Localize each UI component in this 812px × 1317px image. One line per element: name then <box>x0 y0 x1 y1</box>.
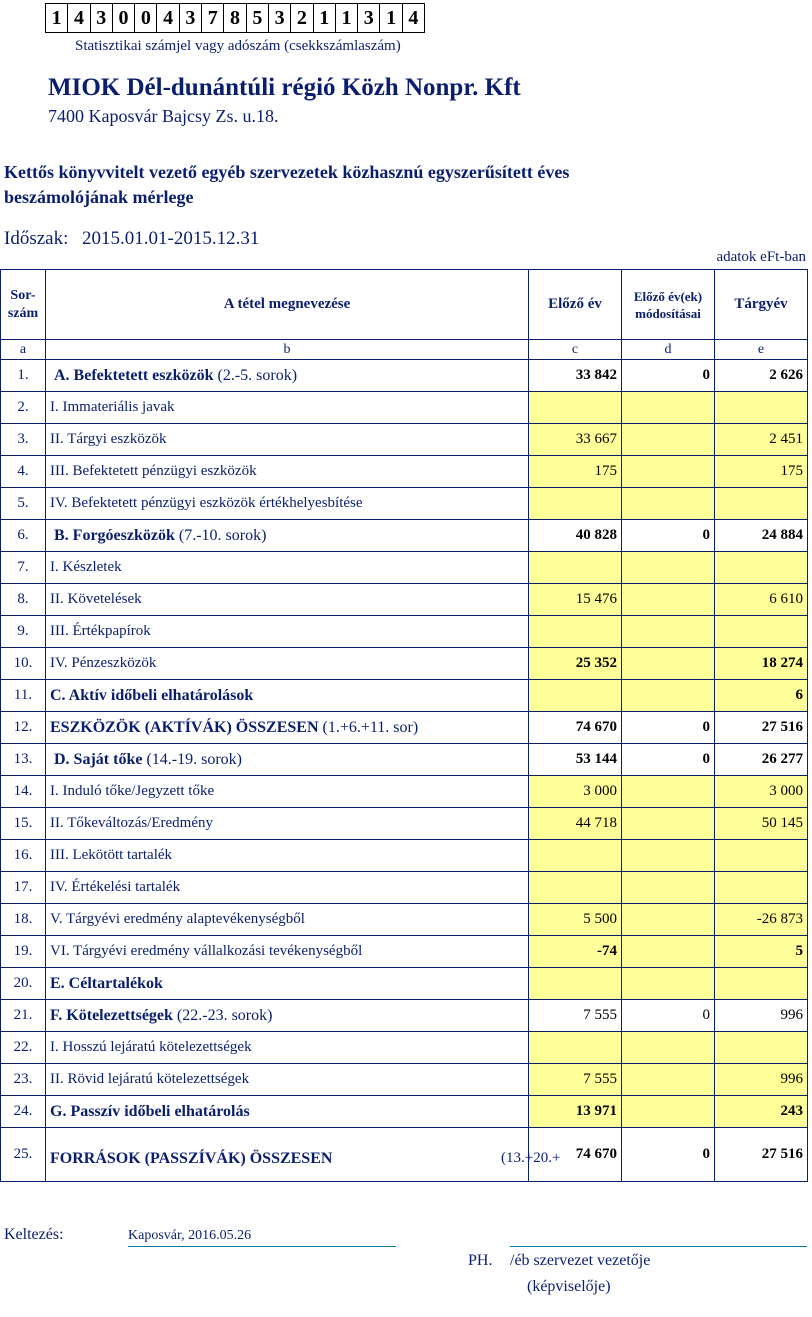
row-label-cell <box>46 1064 529 1096</box>
previous-year-modification-value: 0 <box>622 360 715 392</box>
table-row <box>1 680 808 712</box>
row-label: II. Követelések <box>50 591 142 607</box>
previous-year-modification-value: 0 <box>622 1000 715 1032</box>
previous-year-value[interactable] <box>529 488 622 520</box>
previous-year-modification-value[interactable] <box>622 968 715 1000</box>
column-code-row <box>1 340 808 360</box>
row-number: 14. <box>1 776 46 808</box>
stat-digit: 1 <box>380 3 402 33</box>
row-label: C. Aktív időbeli elhatárolások <box>50 686 254 704</box>
document-title-line-1: Kettős könyvvitelt vezető egyéb szervezetek közhasznú egyszerűsített éves <box>4 162 570 182</box>
current-year-value[interactable] <box>715 392 808 424</box>
row-reference: (2.-5. sorok) <box>213 366 298 384</box>
row-label-cell <box>46 1000 529 1032</box>
row-label-cell <box>46 744 529 776</box>
row-number: 10. <box>1 648 46 680</box>
current-year-value: 2 626 <box>715 360 808 392</box>
row-label-cell <box>46 456 529 488</box>
period-label: Időszak: <box>4 228 69 249</box>
stat-digit: 7 <box>202 3 224 33</box>
row-label-cell <box>46 936 529 968</box>
previous-year-modification-value[interactable] <box>622 392 715 424</box>
table-row <box>1 1000 808 1032</box>
previous-year-value[interactable]: 5 500 <box>529 904 622 936</box>
row-label-cell <box>46 776 529 808</box>
previous-year-modification-value[interactable] <box>622 1064 715 1096</box>
current-year-value[interactable]: 3 000 <box>715 776 808 808</box>
row-number: 8. <box>1 584 46 616</box>
stat-digit: 8 <box>224 3 246 33</box>
row-label: II. Tárgyi eszközök <box>50 431 167 447</box>
row-label-cell <box>46 520 529 552</box>
current-year-value[interactable]: 6 610 <box>715 584 808 616</box>
row-number: 3. <box>1 424 46 456</box>
row-number: 9. <box>1 616 46 648</box>
row-label-cell <box>46 808 529 840</box>
table-row <box>1 1064 808 1096</box>
stat-digit: 5 <box>247 3 269 33</box>
table-row <box>1 712 808 744</box>
column-code-d: d <box>622 340 715 360</box>
date-value: Kaposvár, 2016.05.26 <box>128 1228 396 1247</box>
row-number: 23. <box>1 1064 46 1096</box>
table-row <box>1 584 808 616</box>
previous-year-value[interactable]: 15 476 <box>529 584 622 616</box>
signer-title: /éb szervezet vezetője <box>510 1252 651 1269</box>
row-label: III. Értékpapírok <box>50 623 151 639</box>
row-label: E. Céltartalékok <box>50 974 163 992</box>
row-label-cell <box>46 1032 529 1064</box>
row-label-cell <box>46 1096 529 1128</box>
previous-year-value[interactable] <box>529 1032 622 1064</box>
previous-year-value: 74 670 <box>529 712 622 744</box>
current-year-value: 24 884 <box>715 520 808 552</box>
current-year-value[interactable]: 2 451 <box>715 424 808 456</box>
row-number: 11. <box>1 680 46 712</box>
row-label: I. Hosszú lejáratú kötelezettségek <box>50 1039 252 1055</box>
stat-digit: 0 <box>113 3 135 33</box>
current-year-value[interactable] <box>715 552 808 584</box>
stat-digit: 2 <box>291 3 313 33</box>
table-row <box>1 1032 808 1064</box>
previous-year-modification-value[interactable] <box>622 552 715 584</box>
table-row <box>1 520 808 552</box>
table-row <box>1 456 808 488</box>
stat-digit: 1 <box>46 3 68 33</box>
stat-digit: 3 <box>269 3 291 33</box>
table-row <box>1 776 808 808</box>
organization-name: MIOK Dél-dunántúli régió Közh Nonpr. Kft <box>48 74 521 101</box>
row-number: 6. <box>1 520 46 552</box>
row-label-cell <box>46 552 529 584</box>
stat-digit: 4 <box>68 3 90 33</box>
stat-digit: 3 <box>180 3 202 33</box>
previous-year-modification-value[interactable] <box>622 808 715 840</box>
row-label-cell <box>46 872 529 904</box>
previous-year-modification-value[interactable] <box>622 1096 715 1128</box>
current-year-value[interactable]: 175 <box>715 456 808 488</box>
previous-year-value[interactable]: 33 667 <box>529 424 622 456</box>
row-number: 20. <box>1 968 46 1000</box>
current-year-value[interactable] <box>715 616 808 648</box>
stat-digit: 4 <box>157 3 179 33</box>
column-code-c: c <box>529 340 622 360</box>
column-code-a: a <box>1 340 46 360</box>
table-row <box>1 968 808 1000</box>
unit-note: adatok eFt-ban <box>716 249 806 265</box>
row-label-cell <box>46 904 529 936</box>
row-label-cell <box>46 712 529 744</box>
row-reference: (22.-23. sorok) <box>172 1006 273 1024</box>
current-year-value[interactable] <box>715 840 808 872</box>
table-row <box>1 552 808 584</box>
row-label: I. Készletek <box>50 559 122 575</box>
row-label: F. Kötelezettségek <box>50 1006 173 1024</box>
header-previous-year: Előző év <box>529 270 622 340</box>
row-number: 21. <box>1 1000 46 1032</box>
table-row <box>1 872 808 904</box>
row-reference: (1.+6.+11. sor) <box>318 718 419 736</box>
current-year-value[interactable]: 243 <box>715 1096 808 1128</box>
previous-year-modification-value[interactable] <box>622 456 715 488</box>
previous-year-modification-value[interactable] <box>622 584 715 616</box>
current-year-value: 27 516 <box>715 712 808 744</box>
previous-year-value[interactable]: -74 <box>529 936 622 968</box>
header-item-name: A tétel megnevezése <box>46 270 529 340</box>
previous-year-modification-value: 0 <box>622 712 715 744</box>
row-number: 16. <box>1 840 46 872</box>
stat-digit: 1 <box>336 3 358 33</box>
row-label: G. Passzív időbeli elhatárolás <box>50 1102 250 1120</box>
previous-year-value[interactable] <box>529 392 622 424</box>
document-title-line-2: beszámolójának mérlege <box>4 187 194 207</box>
current-year-value[interactable]: -26 873 <box>715 904 808 936</box>
previous-year-value[interactable] <box>529 616 622 648</box>
row-label: FORRÁSOK (PASSZÍVÁK) ÖSSZESEN <box>50 1150 333 1167</box>
current-year-value[interactable]: 50 145 <box>715 808 808 840</box>
previous-year-value: 7 555 <box>529 1000 622 1032</box>
row-reference: (14.-19. sorok) <box>142 750 242 768</box>
stat-digit: 3 <box>358 3 380 33</box>
row-label-cell <box>46 360 529 392</box>
previous-year-modification-value[interactable] <box>622 680 715 712</box>
signature-line <box>510 1246 807 1247</box>
previous-year-value[interactable]: 3 000 <box>529 776 622 808</box>
table-row <box>1 648 808 680</box>
stat-digit: 4 <box>403 3 425 33</box>
current-year-value: 26 277 <box>715 744 808 776</box>
table-row <box>1 840 808 872</box>
row-number: 4. <box>1 456 46 488</box>
row-reference: (7.-10. sorok) <box>174 526 267 544</box>
row-label: V. Tárgyévi eredmény alaptevékenységből <box>50 911 305 927</box>
table-row <box>1 488 808 520</box>
previous-year-value[interactable]: 175 <box>529 456 622 488</box>
row-number: 1. <box>1 360 46 392</box>
current-year-value[interactable]: 18 274 <box>715 648 808 680</box>
period-value: 2015.01.01-2015.12.31 <box>82 228 260 249</box>
row-label: III. Lekötött tartalék <box>50 847 173 863</box>
row-number: 12. <box>1 712 46 744</box>
previous-year-value[interactable] <box>529 552 622 584</box>
stat-digit: 0 <box>135 3 157 33</box>
organization-address: 7400 Kaposvár Bajcsy Zs. u.18. <box>48 106 279 126</box>
header-row-number: Sor-szám <box>1 270 46 340</box>
stat-digit: 3 <box>91 3 113 33</box>
previous-year-modification-value[interactable] <box>622 616 715 648</box>
previous-year-value[interactable] <box>529 872 622 904</box>
balance-sheet-table <box>0 269 808 1182</box>
previous-year-value[interactable]: 13 971 <box>529 1096 622 1128</box>
previous-year-modification-value: 0 <box>622 520 715 552</box>
row-label-cell <box>46 616 529 648</box>
previous-year-modification-value: 0 <box>622 1128 715 1182</box>
table-row <box>1 744 808 776</box>
row-number: 19. <box>1 936 46 968</box>
row-label: VI. Tárgyévi eredmény vállalkozási tevékenységből <box>50 943 363 959</box>
statistical-number-boxes <box>45 3 425 33</box>
row-label-cell <box>46 488 529 520</box>
row-label-cell <box>46 392 529 424</box>
row-label: II. Tőkeváltozás/Eredmény <box>50 815 213 831</box>
row-label: ESZKÖZÖK (AKTÍVÁK) ÖSSZESEN <box>50 718 319 736</box>
statistical-number-caption: Statisztikai számjel vagy adószám (csekkszámlaszám) <box>75 38 401 54</box>
table-row <box>1 1128 808 1182</box>
row-label-cell <box>46 584 529 616</box>
row-number: 24. <box>1 1096 46 1128</box>
table-row <box>1 424 808 456</box>
current-year-value[interactable]: 996 <box>715 1064 808 1096</box>
previous-year-modification-value[interactable] <box>622 424 715 456</box>
current-year-value: 996 <box>715 1000 808 1032</box>
signer-subtitle: (képviselője) <box>527 1278 611 1295</box>
table-row <box>1 616 808 648</box>
previous-year-modification-value[interactable] <box>622 1032 715 1064</box>
row-number: 13. <box>1 744 46 776</box>
table-row <box>1 1096 808 1128</box>
previous-year-modification-value[interactable] <box>622 776 715 808</box>
previous-year-modification-value[interactable] <box>622 648 715 680</box>
row-label-cell <box>46 1128 561 1182</box>
table-row <box>1 360 808 392</box>
current-year-value[interactable]: 5 <box>715 936 808 968</box>
table-row <box>1 904 808 936</box>
current-year-value: 27 516 <box>715 1128 808 1182</box>
previous-year-modification-value[interactable] <box>622 936 715 968</box>
row-number: 22. <box>1 1032 46 1064</box>
column-code-b: b <box>46 340 529 360</box>
row-label: D. Saját tőke <box>54 750 143 768</box>
row-label-cell <box>46 968 529 1000</box>
current-year-value[interactable] <box>715 488 808 520</box>
previous-year-value[interactable]: 25 352 <box>529 648 622 680</box>
date-label: Keltezés: <box>4 1226 64 1243</box>
row-label-cell <box>46 680 529 712</box>
previous-year-value: 53 144 <box>529 744 622 776</box>
row-number: 15. <box>1 808 46 840</box>
current-year-value[interactable] <box>715 1032 808 1064</box>
previous-year-modification-value[interactable] <box>622 488 715 520</box>
row-reference: (13.+20.+ <box>501 1150 561 1166</box>
table-row <box>1 936 808 968</box>
row-label: I. Immateriális javak <box>50 399 175 415</box>
current-year-value[interactable] <box>715 872 808 904</box>
previous-year-modification-value[interactable] <box>622 872 715 904</box>
previous-year-value: 33 842 <box>529 360 622 392</box>
previous-year-value[interactable] <box>529 680 622 712</box>
previous-year-modification-value[interactable] <box>622 904 715 936</box>
stat-digit: 1 <box>314 3 336 33</box>
row-number: 5. <box>1 488 46 520</box>
header-current-year: Tárgyév <box>715 270 808 340</box>
row-number: 17. <box>1 872 46 904</box>
stamp-label: PH. <box>468 1252 493 1269</box>
row-label: IV. Pénzeszközök <box>50 655 157 671</box>
current-year-value[interactable] <box>715 968 808 1000</box>
table-row <box>1 392 808 424</box>
header-previous-year-modifications: Előző év(ek) módosításai <box>622 270 715 340</box>
row-label: I. Induló tőke/Jegyzett tőke <box>50 783 215 799</box>
column-code-e: e <box>715 340 808 360</box>
previous-year-value: 74 670 <box>529 1128 622 1182</box>
previous-year-modification-value: 0 <box>622 744 715 776</box>
row-label: B. Forgóeszközök <box>54 526 175 544</box>
previous-year-value[interactable] <box>529 968 622 1000</box>
row-number: 7. <box>1 552 46 584</box>
row-number: 2. <box>1 392 46 424</box>
row-label: IV. Értékelési tartalék <box>50 879 181 895</box>
table-row <box>1 808 808 840</box>
row-label: IV. Befektetett pénzügyi eszközök értékhelyesbítése <box>50 495 363 511</box>
table-header-row <box>1 270 808 340</box>
row-label-cell <box>46 840 529 872</box>
row-label: A. Befektetett eszközök <box>54 366 214 384</box>
row-label-cell <box>46 648 529 680</box>
previous-year-value[interactable]: 7 555 <box>529 1064 622 1096</box>
row-label: III. Befektetett pénzügyi eszközök <box>50 463 257 479</box>
row-number: 25. <box>1 1128 46 1182</box>
row-label-cell <box>46 424 529 456</box>
row-label: II. Rövid lejáratú kötelezettségek <box>50 1071 250 1087</box>
previous-year-value[interactable]: 44 718 <box>529 808 622 840</box>
current-year-value[interactable]: 6 <box>715 680 808 712</box>
previous-year-modification-value[interactable] <box>622 840 715 872</box>
previous-year-value: 40 828 <box>529 520 622 552</box>
row-number: 18. <box>1 904 46 936</box>
previous-year-value[interactable] <box>529 840 622 872</box>
